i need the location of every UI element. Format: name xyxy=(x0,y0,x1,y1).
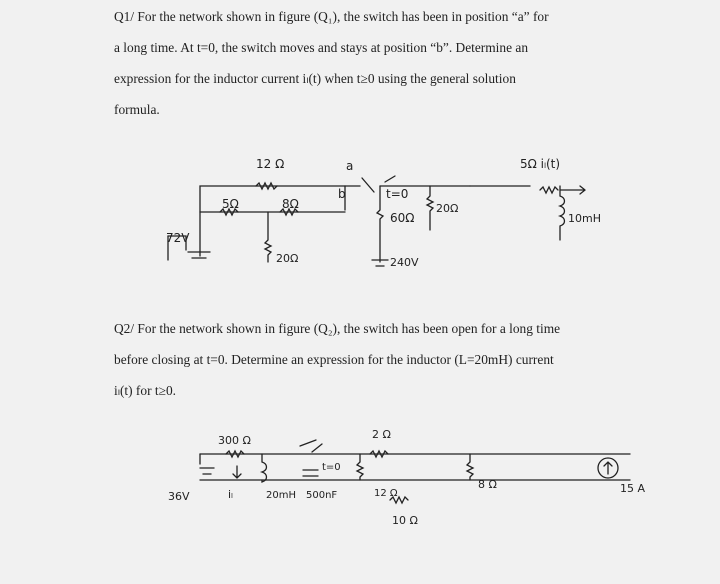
q1-label-5ohm: 5Ω xyxy=(222,197,239,211)
q2-line-3: iₗ(t) for t≥0. xyxy=(114,383,177,398)
q1-label-8ohm: 8Ω xyxy=(282,197,299,211)
q1-label-20ohm-a: 20Ω xyxy=(276,252,299,265)
q2-label-il: iₗ xyxy=(228,488,233,501)
q1-label-node-a: a xyxy=(346,159,354,173)
q1-label-72v: 72V xyxy=(166,231,190,245)
q1-line-2: a long time. At t=0, the switch moves and stays at position “b”. Determine an xyxy=(114,40,529,55)
q1-label-node-b: b xyxy=(338,187,346,201)
q2-label-10ohm: 10 Ω xyxy=(392,514,418,527)
q2-label-36v: 36V xyxy=(168,490,190,503)
q1-line-4: formula. xyxy=(114,102,160,117)
q2-label-12ohm: 12 Ω xyxy=(374,488,398,499)
q2-label-500nf: 500nF xyxy=(306,490,338,501)
q1-label-switch-time: t=0 xyxy=(386,187,409,201)
q1-label-current: 5Ω iₗ(t) xyxy=(520,157,561,171)
q1-label-20ohm-b: 20Ω xyxy=(436,202,459,215)
q2-line-2: before closing at t=0. Determine an expression for the inductor (L=20mH) current xyxy=(114,352,554,367)
q2-label-300ohm: 300 Ω xyxy=(218,434,251,447)
q2-line-1: Q2/ For the network shown in figure (Q₂), the switch has been open for a long time xyxy=(114,321,561,336)
circuit-q2 xyxy=(200,440,630,503)
q2-label-2ohm: 2 Ω xyxy=(372,428,391,441)
q1-line-3: expression for the inductor current iₗ(t) when t≥0 using the general solution xyxy=(114,71,516,86)
q1-line-1: Q1/ For the network shown in figure (Q₁), the switch has been in position “a” for xyxy=(114,9,549,24)
circuit-q1 xyxy=(168,176,585,266)
q2-label-15a: 15 A xyxy=(620,482,646,495)
q2-label-20mh: 20mH xyxy=(266,490,296,501)
q2-label-switch-time: t=0 xyxy=(322,462,341,473)
q1-label-240v: 240V xyxy=(390,256,419,269)
q1-label-10mh: 10mH xyxy=(568,212,601,225)
q2-label-8ohm: 8 Ω xyxy=(478,478,497,491)
q1-label-60ohm: 60Ω xyxy=(390,211,415,225)
q1-label-12ohm: 12 Ω xyxy=(256,157,285,171)
